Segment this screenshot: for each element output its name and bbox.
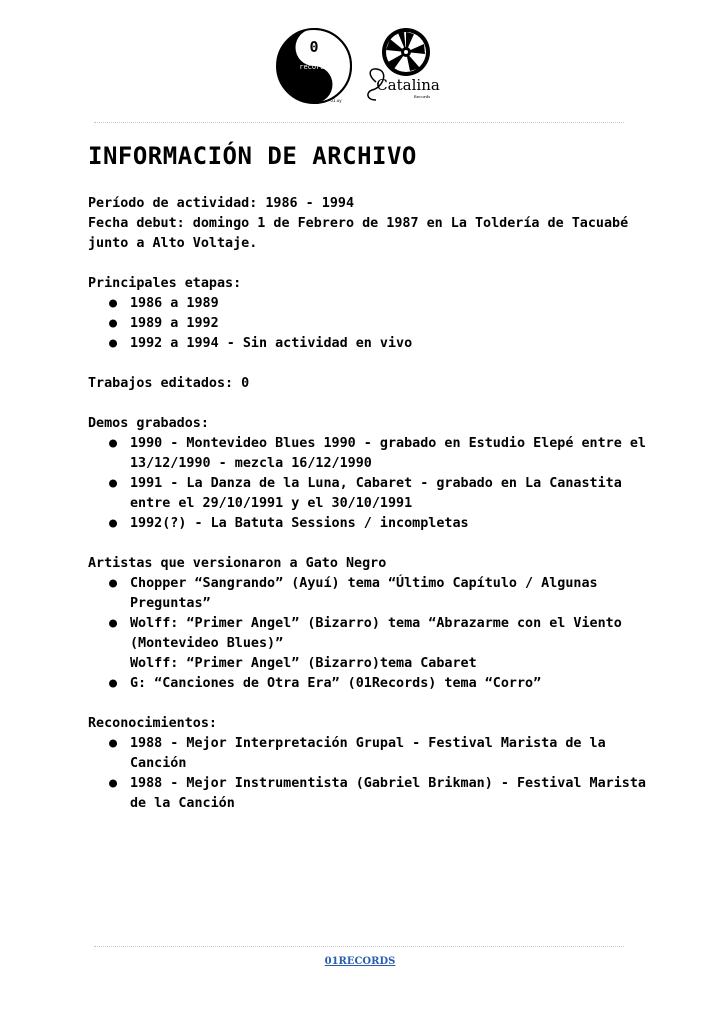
list-item: ● 1991 - La Danza de la Luna, Cabaret - grabado en La Canastita entre el 29/10/1991 y el 30/10/1991 [109, 476, 622, 511]
01records-logo [274, 26, 356, 108]
list-item: ● 1988 - Mejor Instrumentista (Gabriel Brikman) - Festival Marista de la Canción [109, 776, 646, 811]
list-item: ● Chopper “Sangrando” (Ayuí) tema “Último Capítulo / Algunas Preguntas” [109, 576, 598, 611]
footer [0, 956, 720, 967]
page-title: INFORMACIÓN DE ARCHIVO [88, 142, 417, 170]
list-item: ● 1990 - Montevideo Blues 1990 - grabado en Estudio Elepé entre el 13/12/1990 - mezcla 16/12/1990 [109, 436, 646, 471]
logo-digit-top: 0 [309, 38, 319, 56]
list-item-extra-line: Wolff: “Primer Angel” (Bizarro)tema Cabaret [130, 656, 477, 671]
artistas-heading: Artistas que versionaron a Gato Negro [88, 556, 387, 571]
artistas-list [88, 574, 648, 694]
document-body [88, 140, 648, 814]
demos-list [88, 434, 648, 534]
catalina-logo-name: Catalina [376, 76, 440, 94]
fecha-debut: Fecha debut: domingo 1 de Febrero de 1987 en La Toldería de Tacuabé junto a Alto Voltaje. [88, 216, 629, 251]
etapas-list [88, 294, 648, 354]
catalina-logo-sub: Records [413, 94, 431, 99]
list-item: ● 1992 a 1994 - Sin actividad en vivo [109, 336, 413, 351]
bottom-divider [94, 946, 624, 947]
list-item: ● Wolff: “Primer Angel” (Bizarro) tema “Abrazarme con el Viento (Montevideo Blues)” Wolff: “Primer Angel” (Bizarro)tema Cabaret [130, 614, 648, 674]
demos-heading: Demos grabados: [88, 416, 209, 431]
list-item: ● 1988 - Mejor Interpretación Grupal - Festival Marista de la Canción [109, 736, 606, 771]
etapas-heading: Principales etapas: [88, 276, 242, 291]
reconocimientos-list [88, 734, 648, 814]
footer-link-01records[interactable]: 01RECORDS [324, 956, 396, 967]
list-item: ● 1992(?) - La Batuta Sessions / incompletas [109, 516, 469, 531]
header-logos [0, 26, 720, 110]
logo-word-records: records [299, 63, 329, 71]
trabajos-editados: Trabajos editados: 0 [88, 376, 250, 391]
logo-small-text: 01.uy [330, 98, 342, 103]
reconocimientos-heading: Reconocimientos: [88, 716, 217, 731]
top-divider [94, 122, 624, 123]
list-item: ● 1989 a 1992 [109, 316, 219, 331]
list-item: ● 1986 a 1989 [109, 296, 219, 311]
logo-digit-bottom: 1 [309, 75, 319, 93]
catalina-logo [362, 26, 444, 110]
periodo-actividad: Período de actividad: 1986 - 1994 [88, 196, 355, 211]
list-item: ● G: “Canciones de Otra Era” (01Records) tema “Corro” [109, 676, 542, 691]
